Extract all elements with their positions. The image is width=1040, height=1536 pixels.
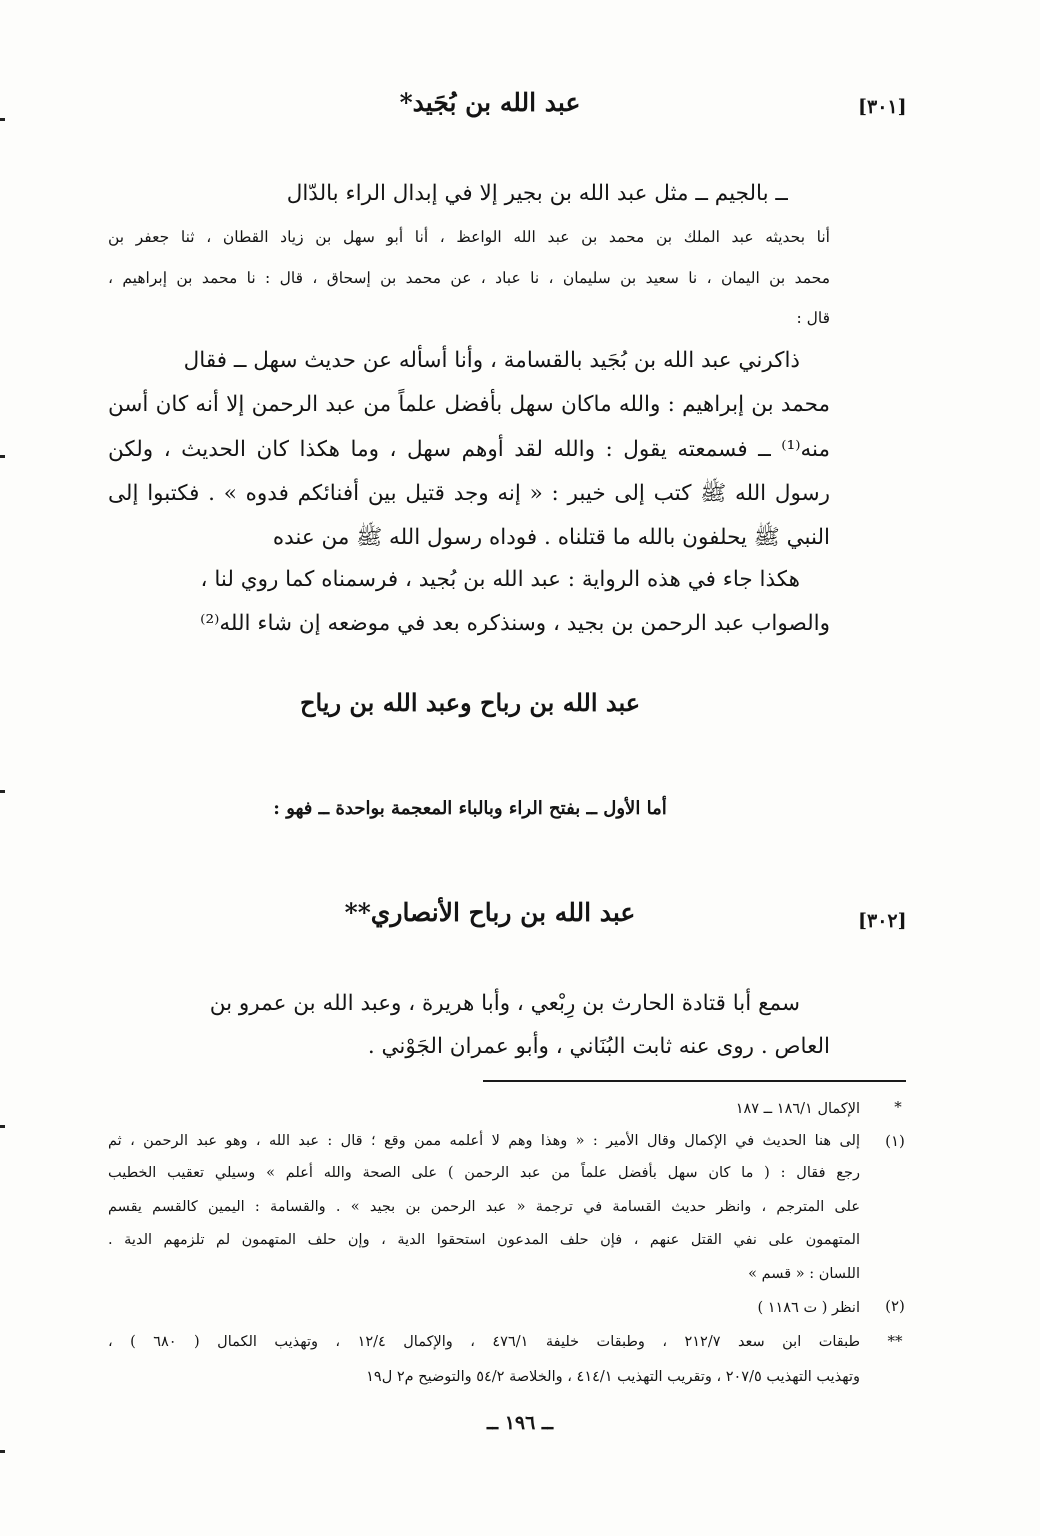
footnote-line: على المترجم ، وانظر حديث القسامة في ترجمة « عبد الرحمن بن بجيد » . والقسامة : اليمين كالقسم يقسم xyxy=(108,1199,860,1215)
entry-number: [٣٠١] xyxy=(858,96,907,118)
footnote-marker: (١) xyxy=(885,1132,905,1150)
text-line: سمع أبا قتادة الحارث بن رِبْعي ، وأبا هريرة ، وعبد الله بن عمرو بن xyxy=(209,991,800,1016)
footnote-line: المتهمون على نفي القتل عنهم ، فإن حلف المدعون استحقوا الدية ، وإن حلف المتهمون لم تلزمهم الدية . xyxy=(108,1232,860,1248)
text-line: هكذا جاء في هذه الرواية : عبد الله بن بُجيد ، فرسمناه كما روي لنا ، xyxy=(200,567,800,592)
scan-edge-mark xyxy=(0,118,5,121)
scan-edge-mark xyxy=(0,455,5,458)
scan-edge-mark xyxy=(0,1125,5,1128)
isnad-line: قال : xyxy=(796,309,830,327)
footnote-line: إلى هنا الحديث في الإكمال وقال الأمير : « وهذا وهم لا أعلمه ممن وقع ؛ قال : عبد الله ، وهو عبد الرحمن ، ثم xyxy=(108,1133,860,1149)
footnote-line: اللسان : « قسم » xyxy=(748,1266,860,1282)
text-line: محمد بن إبراهيم : والله ماكان سهل بأفضل علماً من عبد الرحمن إلا أنه كان أسن xyxy=(108,392,830,417)
page-number: ــ ١٩٦ ــ xyxy=(486,1412,554,1434)
intro-line: ــ بالجيم ــ مثل عبد الله بن بجير إلا في إبدال الراء بالدّال xyxy=(286,181,788,206)
scan-edge-mark xyxy=(0,1450,5,1453)
subheading: أما الأول ــ بفتح الراء وبالباء المعجمة بواحدة ــ فهو : xyxy=(273,798,667,819)
footnote-line: الإكمال ١٨٦/١ ــ ١٨٧ xyxy=(735,1101,860,1117)
text-line: رسول الله ﷺ كتب إلى خيبر : « إنه وجد قتيل بين أفنائكم فدوه » . فكتبوا إلى xyxy=(108,481,830,506)
entry-title: عبد الله بن بُجَيد* xyxy=(399,88,581,117)
entry-number: [٣٠٢] xyxy=(858,910,907,932)
scan-edge-mark xyxy=(0,790,5,793)
footnote-marker: (٢) xyxy=(885,1297,905,1315)
footnote-line: طبقات ابن سعد ٢١٢/٧ ، وطبقات خليفة ٤٧٦/١ ، والإكمال ١٢/٤ ، وتهذيب الكمال ( ٦٨٠ ) ، xyxy=(108,1334,860,1350)
isnad-line: محمد بن اليمان ، نا سعيد بن سليمان ، نا عباد ، عن محمد بن إسحاق ، قال : نا محمد بن إبراهيم ، xyxy=(108,269,830,287)
isnad-line: أنا بحديثه عبد الملك بن محمد بن عبد الله الواعظ ، أنا أبو سهل بن زياد القطان ، ثنا جعفر بن xyxy=(108,228,830,246)
text-line: ذاكرني عبد الله بن بُجَيد بالقسامة ، وأنا أسأله عن حديث سهل ــ فقال xyxy=(183,348,800,373)
footnote-line: انظر ( ت ١١٨٦ ) xyxy=(757,1300,860,1316)
section-heading: عبد الله بن رباح وعبد الله بن رياح xyxy=(299,688,641,717)
footnote-line: وتهذيب التهذيب ٢٠٧/٥ ، وتقريب التهذيب ٤١٤/١ ، والخلاصة ٥٤/٢ والتوضيح م٢ ل١٩ xyxy=(366,1369,860,1385)
text-line: والصواب عبد الرحمن بن بجيد ، وسنذكره بعد في موضعه إن شاء الله⁽²⁾ xyxy=(200,611,830,636)
text-line: منه⁽¹⁾ ــ فسمعته يقول : والله لقد أوهم سهل ، وما هكذا كان الحديث ، ولكن xyxy=(108,437,830,462)
text-line: النبي ﷺ يحلفون بالله ما قتلناه . فوداه رسول الله ﷺ من عنده xyxy=(272,525,830,550)
footnote-marker: ** xyxy=(887,1332,903,1350)
entry-title: عبد الله بن رباح الأنصاري** xyxy=(344,898,636,927)
footnote-line: رجع فقال : ( ما كان سهل بأفضل علماً من عبد الرحمن ) على الصحة والله أعلم » وسيلي تعقيب الخطيب xyxy=(108,1165,860,1181)
footnote-separator xyxy=(483,1080,906,1082)
footnote-marker: * xyxy=(894,1098,902,1116)
text-line: العاص . روى عنه ثابت البُنَاني ، وأبو عمران الجَوْني . xyxy=(367,1034,830,1059)
